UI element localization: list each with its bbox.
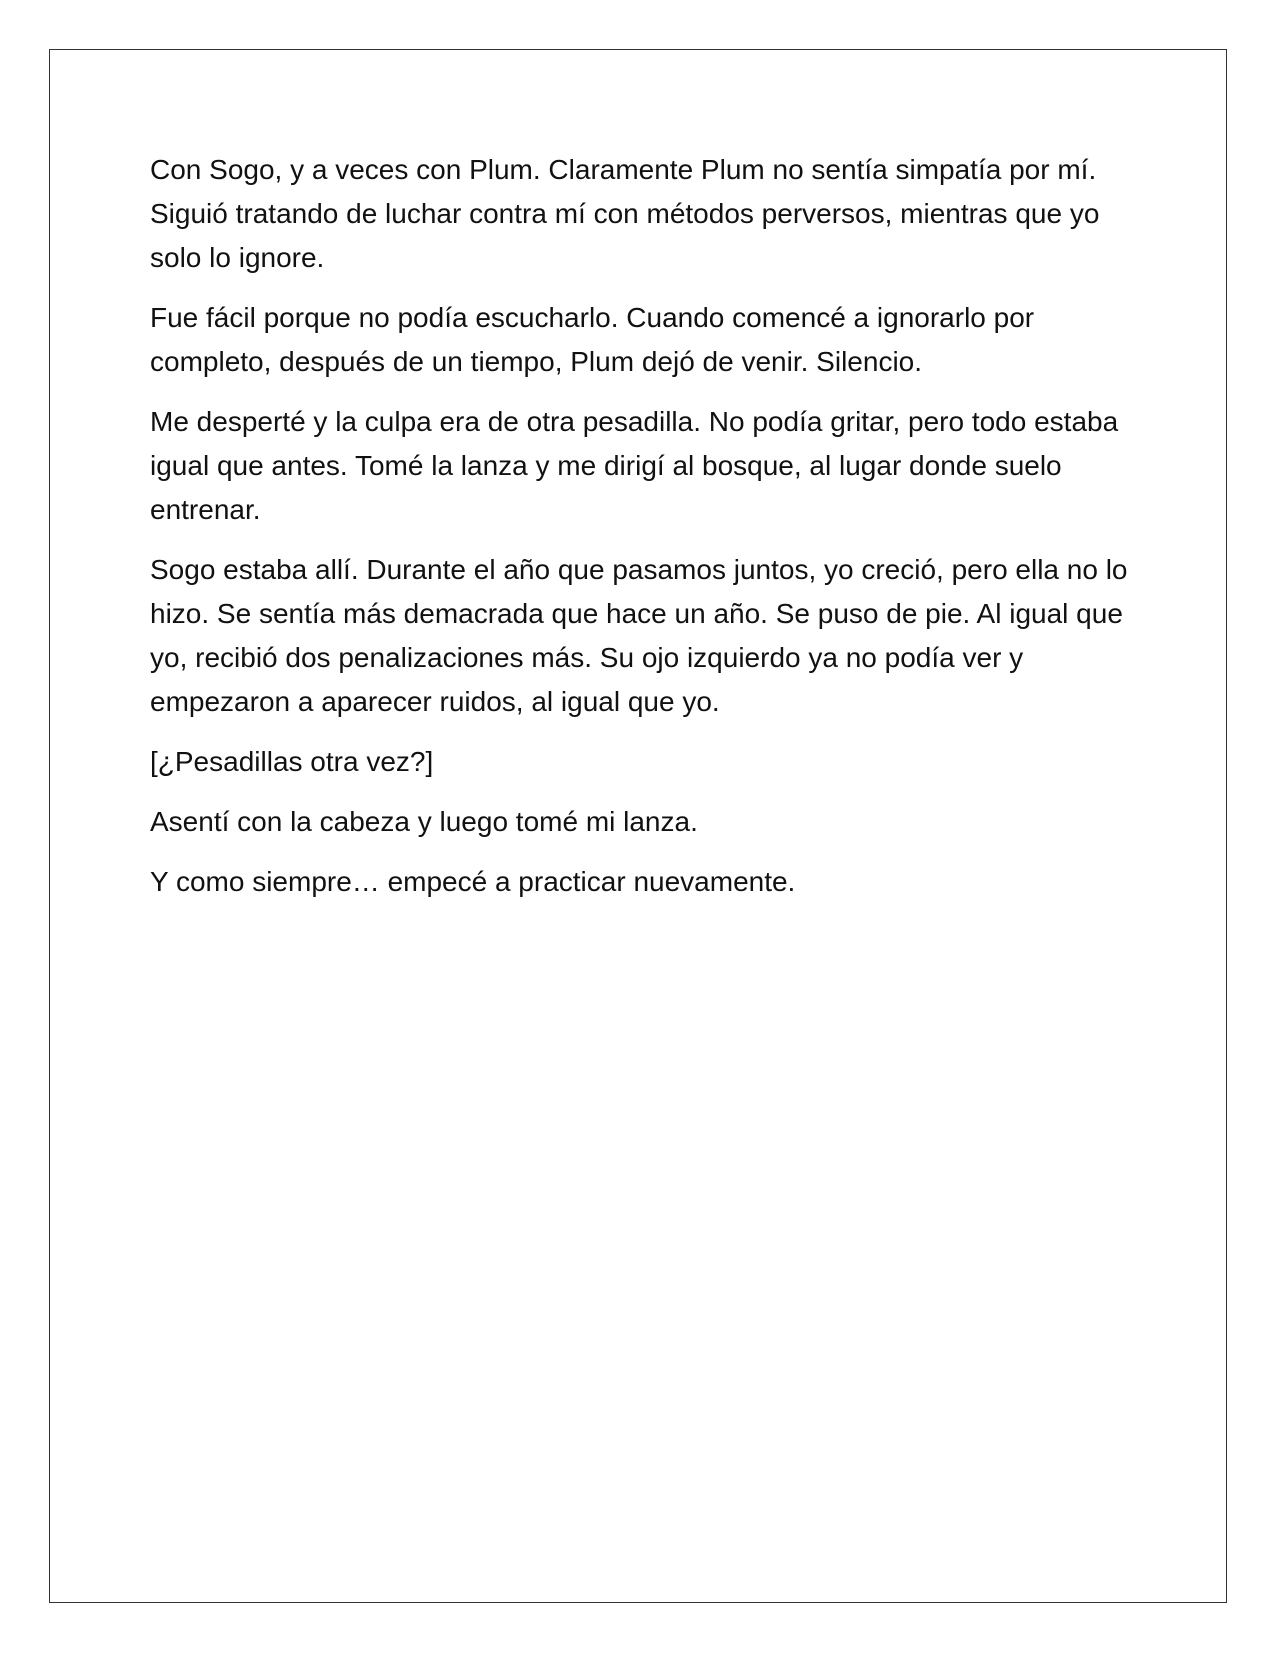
paragraph: [¿Pesadillas otra vez?]	[150, 746, 434, 777]
paragraph: Sogo estaba allí. Durante el año que pasamos juntos, yo creció, pero ella no lo hizo. Se sentía más demacrada que hace un año. Se puso de pie. Al igual que yo, recibió dos penalizaciones más. Su ojo izquierdo ya no podía ver y empezaron a aparecer ruidos, al igual que yo.	[150, 554, 1128, 717]
document-body	[150, 148, 1150, 920]
paragraph: Con Sogo, y a veces con Plum. Claramente Plum no sentía simpatía por mí. Siguió tratando de luchar contra mí con métodos perversos, mientras que yo solo lo ignore.	[150, 154, 1100, 273]
paragraph: Me desperté y la culpa era de otra pesadilla. No podía gritar, pero todo estaba igual que antes. Tomé la lanza y me dirigí al bosque, al lugar donde suelo entrenar.	[150, 406, 1119, 525]
paragraph: Asentí con la cabeza y luego tomé mi lanza.	[150, 806, 698, 837]
document-page	[49, 49, 1227, 1603]
paragraph: Y como siempre… empecé a practicar nuevamente.	[150, 866, 796, 897]
paragraph: Fue fácil porque no podía escucharlo. Cuando comencé a ignorarlo por completo, después de un tiempo, Plum dejó de venir. Silencio.	[150, 302, 1035, 377]
